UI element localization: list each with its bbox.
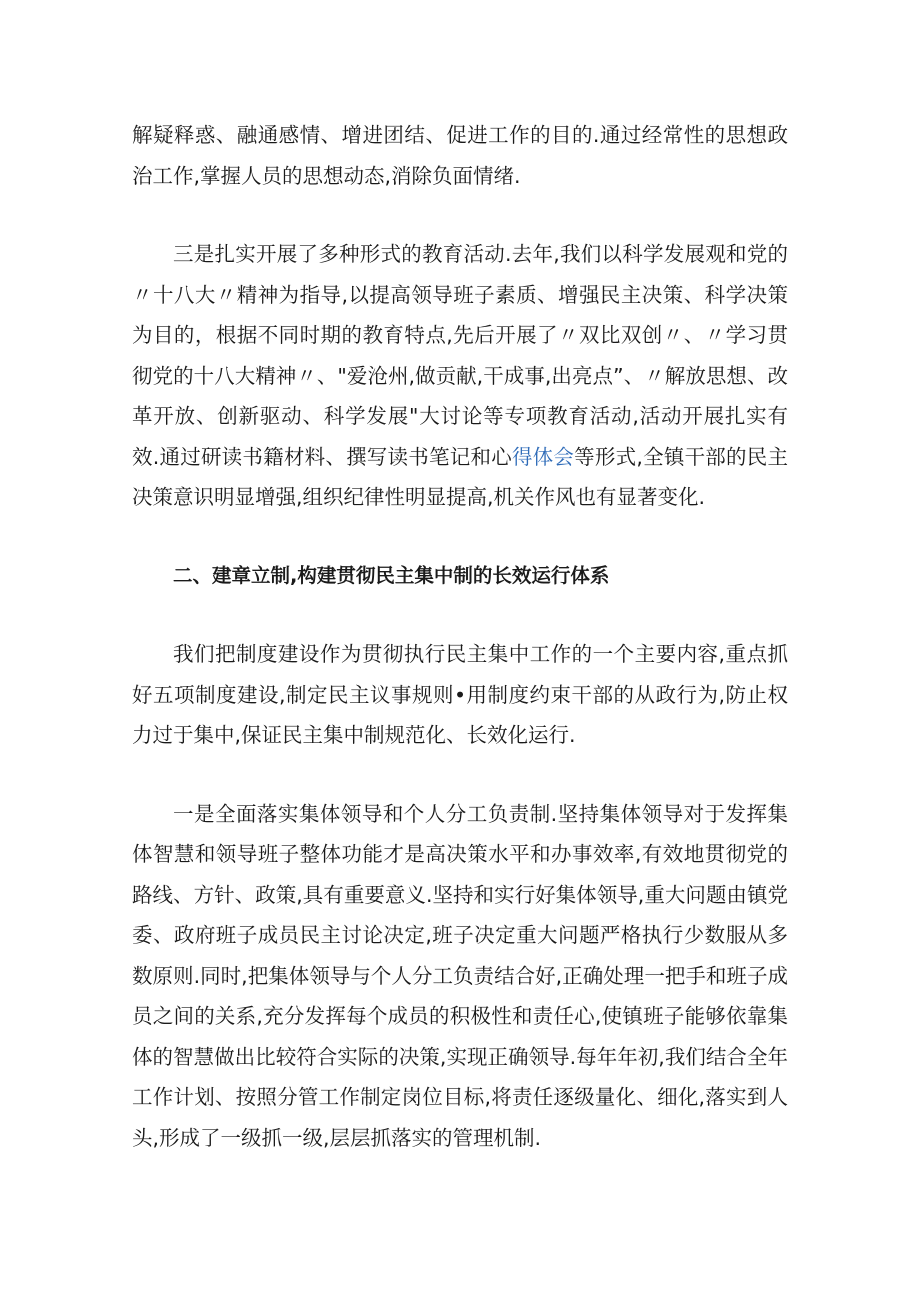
paragraph-collective-leadership: 一是全面落实集体领导和个人分工负责制.坚持集体领导对于发挥集体智慧和领导班子整体功能才是高决策水平和办事效率,有效地贯彻党的路线、方针、政策,具有重要意义.坚持和实行好集体领导,重大问题由镇党委、政府班子成员民主讨论决定,班子决定重大问题严格执行少数服从多数原则.同时,把集体领导与个人分工负责结合好,正确处理一把手和班子成员之间的关系,充分发挥每个成员的积极性和责任心,使镇班子能够依靠集体的智慧做出比较符合实际的决策,实现正确领导.每年年初,我们结合全年工作计划、按照分管工作制定岗位目标,将责任逐级量化、细化,落实到人头,形成了一级抓一级,层层抓落实的管理机制.: [132, 801, 788, 1150]
paragraph-text-after-link: 等形式,全镇干部的民主决策意识明显增强,组织纪律性明显提高,机关作风也有显著变化.: [132, 444, 789, 509]
section-heading: 二、建章立制,构建贯彻民主集中制的长效运行体系: [173, 563, 610, 587]
paragraph-continuation: 解疑释惑、融通感情、增进团结、促进工作的目的.通过经常性的思想政治工作,掌握人员的思想动态,消除负面情绪.: [132, 123, 788, 188]
paragraph-text-before-link: 三是扎实开展了多种形式的教育活动.去年,我们以科学发展观和党的〃十八大〃精神为指导,以提高领导班子素质、增强民主决策、科学决策为目的，根据不同时期的教育特点,先后开展了〃双比双创〃、〃学习贯彻党的十八大精神〃、"爱沧州,做贡献,干成事,出亮点”、〃解放思想、改革开放、创新驱动、科学发展"大讨论等专项教育活动,活动开展扎实有效.通过研读书籍材料、撰写读书笔记和心: [132, 242, 788, 469]
paragraph-education-activities: [132, 234, 788, 518]
paragraph-system-building: 我们把制度建设作为贯彻执行民主集中工作的一个主要内容,重点抓好五项制度建设,制定民主议事规则•用制度约束干部的从政行为,防止权力过于集中,保证民主集中制规范化、长效化运行.: [132, 642, 788, 747]
keyword-link[interactable]: 得体会: [511, 444, 575, 469]
